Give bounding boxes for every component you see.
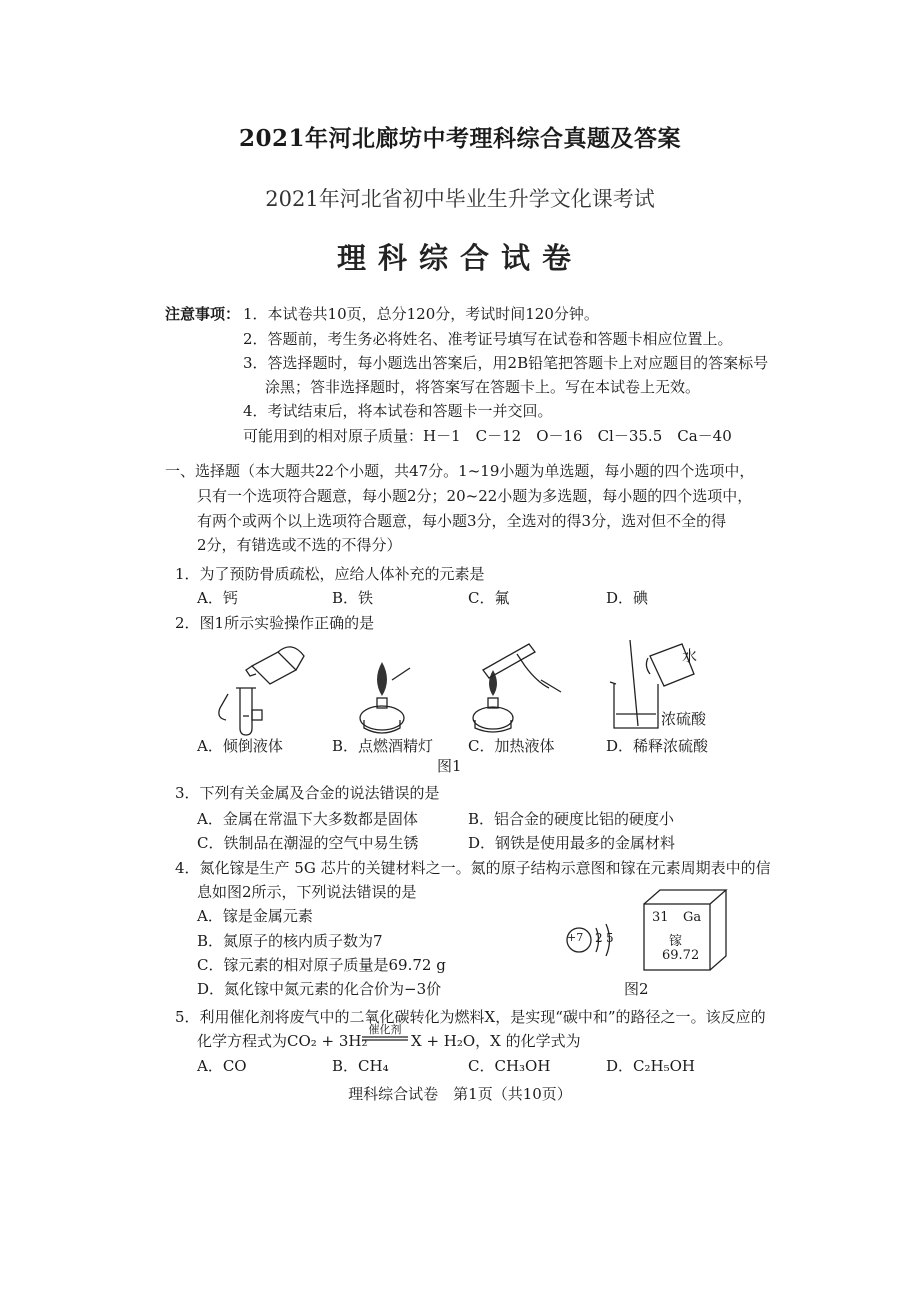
q2-option-c: C．加热液体 <box>468 737 555 755</box>
q1-option-a: A．钙 <box>197 589 238 607</box>
document-title: 2021年河北廊坊中考理科综合真题及答案 <box>238 125 681 152</box>
q5-option-c: C．CH₃OH <box>468 1057 551 1075</box>
notes-label: 注意事项： <box>165 305 241 323</box>
q2-option-a: A．倾倒液体 <box>197 737 283 755</box>
section-text: 2分，有错选或不选的不得分） <box>197 536 402 554</box>
q4-option-a: A．镓是金属元素 <box>197 907 313 925</box>
note-item: 4．考试结束后，将本试卷和答题卡一并交回。 <box>243 402 553 420</box>
atom-nucleus: +7 <box>567 931 584 944</box>
q1-option-b: B．铁 <box>332 589 374 607</box>
label-water: 水 <box>682 647 698 665</box>
element-number: 31 <box>652 910 669 925</box>
atom-shell-2: 5 <box>606 931 614 945</box>
reaction-arrow <box>362 1036 408 1042</box>
q1-stem: 1．为了预防骨质疏松，应给人体补充的元素是 <box>175 565 485 583</box>
element-mass: 69.72 <box>662 948 700 963</box>
figure-2-caption: 图2 <box>624 980 649 998</box>
figure-heating-liquid <box>465 636 575 736</box>
q4-stem: 息如图2所示，下列说法错误的是 <box>197 883 417 901</box>
gallium-element-cell <box>640 888 730 978</box>
q5-equation-left: 化学方程式为CO₂ + 3H₂ <box>197 1032 368 1050</box>
figure-pouring-liquid <box>200 636 310 736</box>
q4-option-c: C．镓元素的相对原子质量是69.72 g <box>197 956 446 974</box>
element-name: 镓 <box>669 934 683 949</box>
q5-option-d: D．C₂H₅OH <box>606 1057 695 1075</box>
q4-option-b: B．氮原子的核内质子数为7 <box>197 932 383 950</box>
atomic-masses: 可能用到的相对原子质量：H－1 C－12 O－16 Cl－35.5 Ca－40 <box>243 427 732 445</box>
q3-option-a: A．金属在常温下大多数都是固体 <box>197 810 418 828</box>
q1-option-c: C．氟 <box>468 589 510 607</box>
catalyst-label: 催化剂 <box>368 1023 402 1036</box>
note-item: 3．答选择题时，每小题选出答案后，用2B铅笔把答题卡上对应题目的答案标号 <box>243 354 769 372</box>
q3-option-d: D．钢铁是使用最多的金属材料 <box>468 834 676 852</box>
q3-option-c: C．铁制品在潮湿的空气中易生锈 <box>197 834 419 852</box>
q1-option-d: D．碘 <box>606 589 649 607</box>
q2-option-d: D．稀释浓硫酸 <box>606 737 709 755</box>
figure-alcohol-lamp <box>350 650 420 735</box>
note-item: 涂黑；答非选择题时，将答案写在答题卡上。写在本试卷上无效。 <box>265 378 701 396</box>
atom-shell-1: 2 <box>595 931 603 945</box>
q5-option-a: A．CO <box>197 1057 247 1075</box>
section-text: 有两个或两个以上选项符合题意，每小题3分，全选对的得3分，选对但不全的得 <box>197 512 727 530</box>
q2-stem: 2．图1所示实验操作正确的是 <box>175 614 375 632</box>
exam-title: 2021年河北省初中毕业生升学文化课考试 <box>265 187 655 211</box>
q5-stem: 5．利用催化剂将废气中的二氧化碳转化为燃料X，是实现“碳中和”的路径之一。该反应的 <box>175 1008 766 1026</box>
q4-option-d: D．氮化镓中氮元素的化合价为−3价 <box>197 980 442 998</box>
figure-1-caption: 图1 <box>437 757 462 775</box>
q3-option-b: B．铝合金的硬度比铝的硬度小 <box>468 810 675 828</box>
section-heading: 一、选择题（本大题共22个小题，共47分。1~19小题为单选题，每小题的四个选项中， <box>165 462 755 480</box>
note-item: 1．本试卷共10页，总分120分，考试时间120分钟。 <box>243 305 599 323</box>
note-item: 2．答题前，考生务必将姓名、准考证号填写在试卷和答题卡相应位置上。 <box>243 330 733 348</box>
q4-stem: 4．氮化镓是生产 5G 芯片的关键材料之一。氮的原子结构示意图和镓在元素周期表中的信 <box>175 859 771 877</box>
q5-option-b: B．CH₄ <box>332 1057 389 1075</box>
element-symbol: Ga <box>683 910 702 925</box>
q5-equation-right: X + H₂O，X 的化学式为 <box>411 1032 581 1050</box>
q2-option-b: B．点燃酒精灯 <box>332 737 434 755</box>
page-footer: 理科综合试卷 第1页（共10页） <box>348 1085 572 1103</box>
section-text: 只有一个选项符合题意，每小题2分；20~22小题为多选题，每小题的四个选项中， <box>197 487 753 505</box>
paper-title: 理科综合试卷 <box>336 241 583 275</box>
q3-stem: 3．下列有关金属及合金的说法错误的是 <box>175 784 440 802</box>
label-concentrated-acid: 浓硫酸 <box>661 710 707 728</box>
